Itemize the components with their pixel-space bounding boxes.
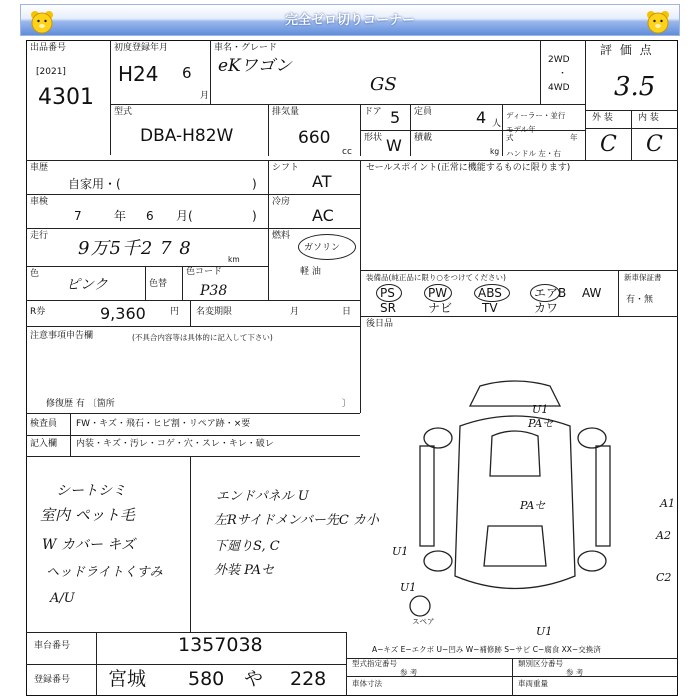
inspection-label: 車検 — [30, 197, 49, 207]
header-banner — [20, 4, 680, 36]
inspector-label-2: 記入欄 — [30, 439, 58, 449]
equip-pw-circle — [424, 284, 452, 302]
displacement-label: 排気量 — [272, 107, 300, 117]
diagram-mark-u1-front: U1 — [532, 403, 549, 416]
load-label: 積載 — [414, 133, 433, 143]
lot-year: [2021] — [36, 67, 66, 77]
equip-ps: PS — [380, 286, 395, 300]
equip-abs: ABS — [478, 286, 502, 300]
usage-close: ) — [252, 177, 257, 191]
remark-right-1: エンドパネル U — [216, 489, 309, 504]
equip-airbag-circle — [530, 284, 560, 302]
chassis-label: 車台番号 — [34, 641, 71, 651]
drive-dot: ・ — [558, 69, 568, 79]
name-change-month: 月 — [290, 307, 300, 317]
shift-value: AT — [312, 172, 332, 191]
damage-legend: A−キズ E−エクボ U−凹み W−補修跡 S−サビ C−腐食 XX−交換済 — [372, 645, 601, 654]
doors-label: ドア — [364, 107, 382, 117]
remark-right-3: 下廻りS, C — [214, 539, 280, 554]
new-warranty-value: 有・無 — [626, 295, 654, 305]
diagram-mark-pa-front: PAセ — [528, 417, 554, 430]
usage-value: 自家用・( — [68, 177, 121, 191]
interior-grade: C — [646, 132, 663, 157]
doors-value: 5 — [390, 108, 401, 127]
color-change-label: 色替 — [149, 279, 168, 289]
color-code-label: 色コード — [186, 267, 223, 277]
model-year-unit: 年 — [570, 133, 578, 142]
plate-kana: や — [244, 668, 264, 690]
repair-history: 修復歴 有 〔箇所 — [46, 399, 115, 409]
sales-point-label: セールスポイント(正常に機能するものに限ります) — [366, 163, 571, 173]
equip-pw: PW — [428, 286, 448, 300]
interior-label: 内 装 — [638, 113, 659, 123]
recycle-label: R券 — [30, 307, 46, 317]
type-designation-label: 型式指定番号 — [352, 659, 397, 668]
fuel-circle-mark — [298, 234, 356, 260]
inspection-year-unit: 年 — [114, 209, 127, 223]
registration-month-suffix: 月 — [200, 91, 210, 101]
car-grade: GS — [370, 74, 397, 95]
registration-label: 初度登録年月 — [114, 43, 169, 53]
reference-label-2: 参 考 — [566, 668, 584, 677]
equip-abs-circle — [474, 284, 510, 302]
displacement-value: 660 — [298, 128, 331, 148]
inspection-year: 7 — [74, 209, 82, 223]
inspector-label-1: 検査員 — [30, 419, 58, 429]
diagram-mark-u1-left: U1 — [392, 545, 409, 558]
notes-label: 注意事項申告欄 — [30, 331, 94, 341]
plate-number: 228 — [290, 668, 327, 690]
diagram-mark-pa-roof: PAセ — [520, 499, 546, 512]
fuel-diesel: 軽 油 — [300, 267, 321, 277]
remark-left-3: W カバー キズ — [42, 537, 136, 553]
name-change-day: 日 — [342, 307, 352, 317]
post-day-label: 後日品 — [366, 319, 394, 329]
equipment-label: 装備品(純正品に限り○をつけてください) — [366, 273, 506, 282]
equip-leather: カワ — [534, 301, 559, 315]
car-damage-diagram — [400, 376, 630, 636]
diagram-mark-a1: A1 — [660, 497, 675, 510]
model-label: 型式 — [114, 107, 133, 117]
capacity-value: 4 — [476, 108, 487, 127]
load-unit: kg — [490, 147, 500, 156]
inspector-row-1: FW・キズ・飛石・ヒビ割・リペア跡・×要 — [76, 419, 251, 429]
spare-label: スペア — [412, 617, 435, 626]
car-name: eKワゴン — [218, 56, 292, 76]
equip-airbag: エアB — [534, 286, 567, 300]
equip-tv: TV — [482, 301, 498, 315]
lot-number: 4301 — [38, 85, 94, 110]
score-label: 評 価 点 — [600, 43, 654, 57]
remark-right-4: 外装 PAセ — [214, 563, 275, 578]
score-value: 3.5 — [614, 72, 656, 102]
fuel-label: 燃料 — [272, 231, 291, 241]
lot-label: 出品番号 — [30, 43, 67, 53]
remark-left-1: シートシミ — [56, 483, 126, 499]
equip-aw: AW — [582, 286, 602, 300]
mileage-label: 走行 — [30, 231, 49, 241]
color-value: ピンク — [66, 277, 108, 293]
category-number-label: 類別区分番号 — [518, 659, 563, 668]
shift-label: シフト — [272, 163, 300, 173]
registration-month: 6 — [182, 64, 192, 82]
aircon-label: 冷房 — [272, 197, 291, 207]
diagram-mark-c2: C2 — [656, 571, 672, 584]
model-year-label: モデル年式 — [506, 125, 536, 143]
capacity-unit: 人 — [492, 119, 502, 129]
name-change-label: 名変期限 — [196, 307, 233, 317]
new-warranty-label: 新車保証書 — [624, 273, 662, 282]
remark-right-2: 左Rサイドメンバー先C カ小 — [214, 513, 379, 528]
banner-title: 完全ゼロ切りコーナー — [284, 13, 415, 28]
inspection-month: 6 — [146, 209, 154, 223]
exterior-label: 外 装 — [592, 113, 613, 123]
remark-left-5: A/U — [50, 591, 75, 606]
fuel-gasoline: ガソリン — [304, 243, 341, 253]
dealer-label: ディーラー・並行 — [506, 111, 566, 120]
color-code: P38 — [200, 283, 228, 299]
remark-left-2: 室内 ペット毛 — [40, 506, 135, 524]
plate-region: 宮城 — [108, 668, 147, 690]
equip-navi: ナビ — [428, 301, 453, 315]
reference-label-1: 参 考 — [400, 668, 418, 677]
bear-mascot-icon — [645, 9, 671, 35]
registration-year: H24 — [118, 62, 159, 86]
inspection-close: ) — [252, 209, 257, 223]
car-name-label: 車名・グレード — [214, 43, 278, 53]
inspector-row-2: 内装・キズ・汚レ・コゲ・穴・スレ・キレ・破レ — [76, 439, 274, 449]
body-size-label: 車体寸法 — [352, 679, 382, 688]
notes-sub: (不具合内容等は具体的に記入して下さい) — [132, 333, 273, 342]
recycle-unit: 円 — [170, 307, 180, 317]
inspection-month-unit: 月( — [176, 209, 193, 223]
equip-ps-circle — [376, 284, 402, 302]
equip-sr: SR — [380, 301, 396, 315]
usage-label: 車歴 — [30, 163, 49, 173]
diagram-mark-u1-spare: U1 — [400, 581, 417, 594]
vehicle-weight-label: 車両重量 — [518, 679, 548, 688]
capacity-label: 定員 — [414, 107, 433, 117]
mileage-value: 9万5千2 7 8 — [78, 238, 192, 259]
mileage-unit: km — [228, 255, 240, 264]
plate-label: 登録番号 — [34, 675, 71, 685]
exterior-grade: C — [600, 132, 617, 157]
aircon-value: AC — [312, 206, 334, 225]
diagram-mark-u1-rear: U1 — [536, 625, 553, 638]
drive-4wd: 4WD — [548, 83, 570, 93]
color-label: 色 — [30, 269, 40, 279]
shape-value: W — [386, 136, 402, 155]
diagram-mark-a2: A2 — [656, 529, 671, 542]
displacement-unit: cc — [342, 147, 352, 157]
handle-label: ハンドル 左・右 — [506, 149, 561, 158]
model-value: DBA-H82W — [140, 126, 234, 146]
shape-label: 形状 — [364, 133, 383, 143]
chassis-number: 1357038 — [178, 634, 263, 656]
remark-left-4: ヘッドライトくすみ — [46, 565, 163, 580]
drive-2wd: 2WD — [548, 55, 570, 65]
plate-class: 580 — [188, 668, 225, 690]
repair-close: 〕 — [342, 399, 352, 409]
recycle-value: 9,360 — [100, 304, 146, 323]
